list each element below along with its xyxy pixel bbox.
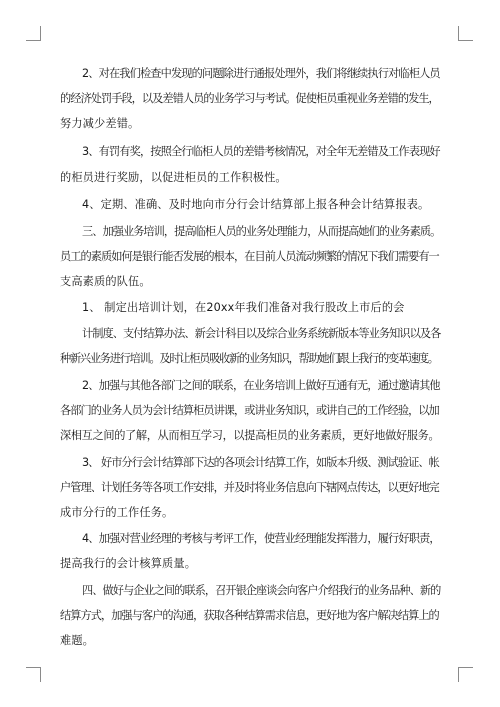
text-line: 户管理、计划任务等各项工作安排，并及时将业务信息向下辖网点传达，以更好地完 xyxy=(60,481,439,494)
text-line: 结算方式，加强与客户的沟通，获取各种结算需求信息，更好地为客户解决结算上的 xyxy=(60,609,439,622)
text-line: 难题。 xyxy=(60,634,95,647)
text-line: 1、 制定出培训计划，在20xx年我们准备对我行股改上市后的会 xyxy=(82,301,405,314)
text-line: 员工的素质如何是银行能否发展的根本，在目前人员流动频繁的情况下我们需要有一 xyxy=(60,250,439,263)
text-line: 种新兴业务进行培训。及时让柜员吸收新的业务知识，帮助她们跟上我行的变革速度。 xyxy=(60,352,438,365)
text-line: 努力减少差错。 xyxy=(60,117,140,130)
text-line: 的柜员进行奖励，以促进柜员的工作积极性。 xyxy=(60,171,287,184)
crop-mark-top-right xyxy=(458,26,473,41)
text-line: 2、加强与其他各部门之间的联系，在业务培训上做好互通有无，通过邀请其他 xyxy=(82,379,440,392)
text-line: 4、加强对营业经理的考核与考评工作，使营业经理能发挥潜力，履行好职责， xyxy=(82,532,440,545)
text-line: 成市分行的工作任务。 xyxy=(60,506,174,519)
text-line: 3、有罚有奖，按照全行临柜人员的差错考核情况，对全年无差错及工作表现好 xyxy=(82,145,440,158)
text-line: 四、做好与企业之间的联系，召开银企座谈会向客户介绍我行的业务品种、新的 xyxy=(82,584,441,597)
crop-mark-bottom-right xyxy=(458,667,473,682)
text-line: 深相互之间的了解，从而相互学习，以提高柜员的业务素质，更好地做好服务。 xyxy=(60,429,440,442)
text-line: 3、 好市分行会计结算部下达的各项会计结算工作，如版本升级、测试验证、帐 xyxy=(82,456,439,469)
text-line: 三、加强业务培训，提高临柜人员的业务处理能力，从而提高她们的业务素质。 xyxy=(82,225,441,238)
text-line: 各部门的业务人员为会计结算柜员讲课，或讲业务知识，或讲自己的工作经验，以加 xyxy=(60,404,439,417)
text-line: 支高素质的队伍。 xyxy=(60,275,151,288)
crop-mark-top-left xyxy=(26,26,41,41)
text-line: 2、对在我们检查中发现的问题除进行通报处理外，我们将继续执行对临柜人员 xyxy=(82,67,440,80)
text-line: 的经济处罚手段，以及差错人员的业务学习与考试。促使柜员重视业务差错的发生， xyxy=(60,92,439,105)
text-line: 提高我行的会计核算质量。 xyxy=(60,557,197,570)
crop-mark-bottom-left xyxy=(26,667,41,682)
text-line: 4、定期、准确、及时地向市分行会计结算部上报各种会计结算报表。 xyxy=(82,198,430,211)
text-line: 计制度、支付结算办法、新会计科目以及综合业务系统新版本等业务知识以及各 xyxy=(82,327,441,340)
